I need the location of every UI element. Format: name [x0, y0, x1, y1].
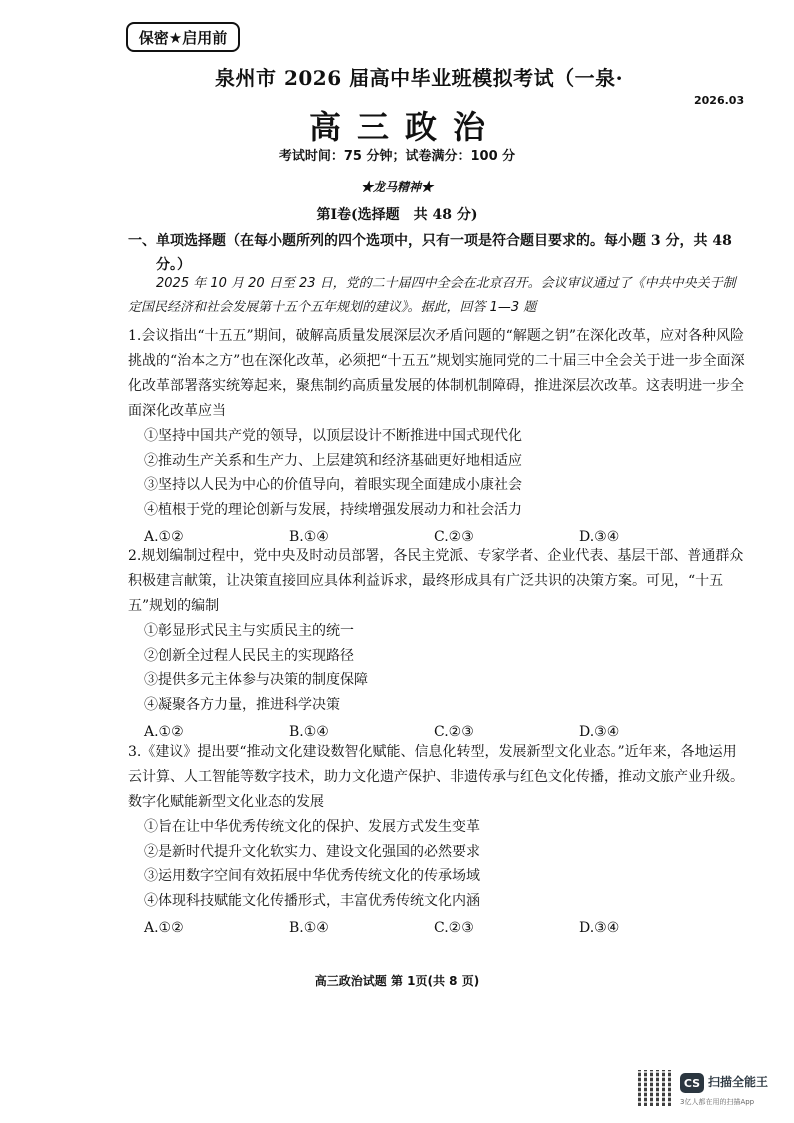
choice-c: C.②③: [434, 920, 474, 937]
material-intro: 2025 年 10 月 20 日至 23 日，党的二十届四中全会在北京召开。会议审议通过了《中共中央关于制定国民经济和社会发展第十五个五年规划的建议》。据此，回答 1—3 题: [128, 276, 736, 315]
exam-date: 2026.03: [694, 94, 745, 107]
qr-code-icon: [638, 1070, 674, 1106]
question-3: [128, 740, 748, 941]
question-2: [128, 544, 748, 745]
question-stem: 3.《建议》提出要“推动文化建设数智化赋能、信息化转型，发展新型文化业态。”近年来，各地运用云计算、人工智能等数字技术，助力文化遗产保护、非遗传承与红色文化传播，推动文旅产业升级。数字化赋能新型文化业态的发展: [128, 744, 744, 810]
choice-c: C.②③: [434, 529, 474, 546]
statement-4: ④凝聚各方力量，推进科学决策: [144, 696, 340, 713]
choice-a: A.①②: [144, 920, 184, 937]
choice-d: D.③④: [579, 529, 620, 546]
statement-2: ②创新全过程人民民主的实现路径: [144, 647, 354, 664]
answer-choices: [128, 915, 748, 941]
statement-4: ④体现科技赋能文化传播形式，丰富优秀传统文化内涵: [144, 892, 480, 909]
confidential-label: 保密★启用前: [138, 28, 228, 47]
choice-a: A.①②: [144, 529, 184, 546]
choice-b: B.①④: [289, 529, 329, 546]
statement-1: ①彰显形式民主与实质民主的统一: [144, 623, 354, 639]
statement-3: ③运用数字空间有效拓展中华优秀传统文化的传承场域: [144, 868, 480, 885]
exam-meta: 考试时间：75 分钟；试卷满分：100 分: [278, 149, 516, 164]
scanner-app-name: 扫描全能王: [708, 1075, 769, 1089]
part-heading: 一、单项选择题（在每小题所列的四个选项中，只有一项是符合题目要求的。每小题 3 分，共 48 分。）: [128, 233, 732, 273]
question-1: [128, 324, 748, 550]
statement-1: ①旨在让中华优秀传统文化的保护、发展方式发生变革: [144, 819, 480, 835]
question-stem: 1.会议指出“十五五”期间，破解高质量发展深层次矛盾问题的“解题之钥”在深化改革，应对各种风险挑战的“治本之方”也在深化改革，必须把“十五五”规划实施同党的二十届三中全会关于进一步全面深化改革部署落实统筹起来，聚焦制约高质量发展的体制机制障碍，推进深层次改革。这表明进一步全面深化改革应当: [128, 328, 745, 419]
subject-title: 高三政治: [308, 108, 501, 146]
scanner-tagline: 3亿人都在用的扫描App: [680, 1098, 755, 1106]
choice-b: B.①④: [289, 724, 329, 741]
choice-c: C.②③: [434, 724, 474, 741]
choice-a: A.①②: [144, 724, 184, 741]
statement-1: ①坚持中国共产党的领导，以顶层设计不断推进中国式现代化: [144, 428, 522, 444]
statement-2: ②是新时代提升文化软实力、建设文化强国的必然要求: [144, 843, 480, 860]
question-stem: 2.规划编制过程中，党中央及时动员部署，各民主党派、专家学者、企业代表、基层干部、普通群众积极建言献策，让决策直接回应具体利益诉求，最终形成具有广泛共识的决策方案。可见，“十五五”规划的编制: [128, 548, 744, 614]
motto: ★龙马精神★: [360, 180, 433, 194]
statement-2: ②推动生产关系和生产力、上层建筑和经济基础更好地相适应: [144, 452, 522, 469]
page-footer: 高三政治试题 第 1页(共 8 页): [314, 974, 480, 988]
choice-d: D.③④: [579, 920, 620, 937]
choice-d: D.③④: [579, 724, 620, 741]
section-title: 第Ⅰ卷(选择题 共 48 分): [316, 207, 478, 223]
exam-title-main: 泉州市 2026 届高中毕业班模拟考试（一: [215, 66, 596, 90]
camscanner-logo-icon: CS: [680, 1073, 704, 1093]
choice-b: B.①④: [289, 920, 329, 937]
confidential-badge: [126, 22, 240, 52]
statement-3: ③坚持以人民为中心的价值导向，着眼实现全面建成小康社会: [144, 477, 522, 494]
statement-4: ④植根于党的理论创新与发展，持续增强发展动力和社会活力: [144, 501, 522, 518]
exam-title-tail: 泉·: [595, 66, 624, 90]
exam-title: [215, 62, 735, 91]
statement-3: ③提供多元主体参与决策的制度保障: [144, 672, 368, 689]
